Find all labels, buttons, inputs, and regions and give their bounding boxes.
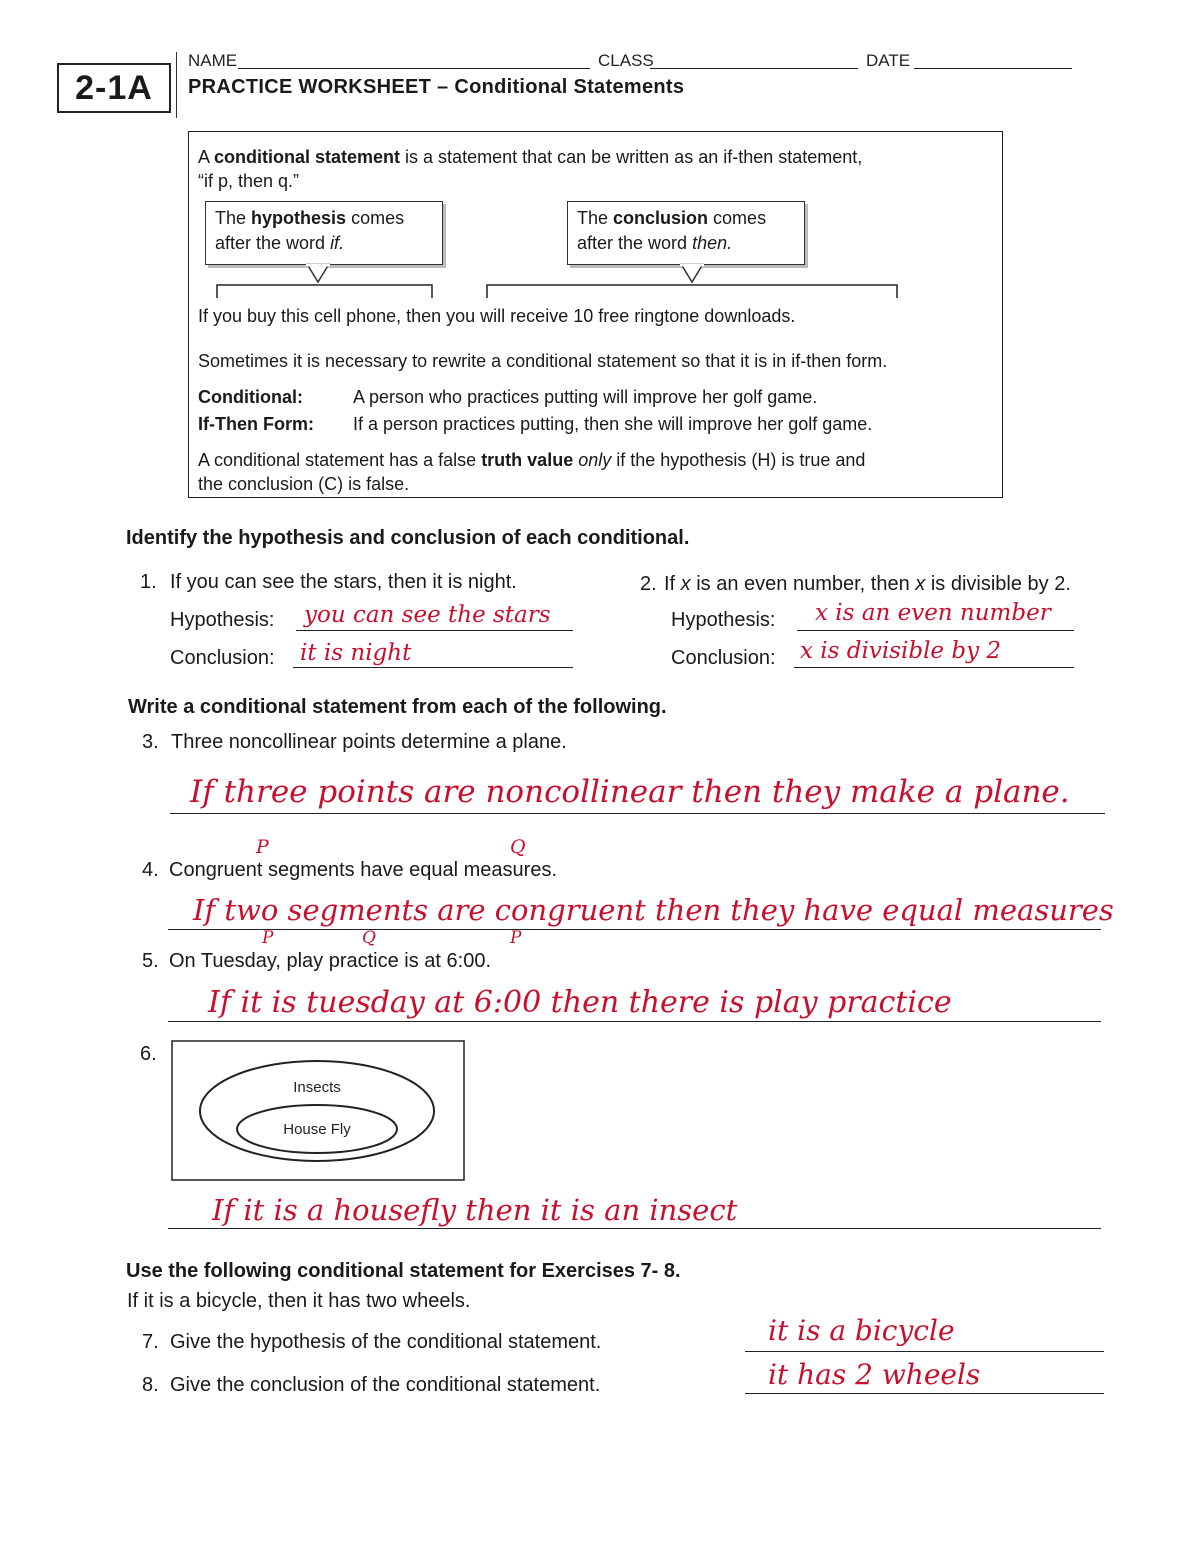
rewrite-note: Sometimes it is necessary to rewrite a conditional statement so that it is in if-then form. (198, 351, 888, 371)
ifthen-text: If a person practices putting, then she will improve her golf game. (353, 414, 873, 434)
callout-word: if. (330, 233, 345, 253)
date-label: DATE (866, 51, 911, 70)
q2-number: 2. (640, 573, 657, 595)
worksheet-title: PRACTICE WORKSHEET – Conditional Statements (188, 76, 685, 98)
q2-variable: x (915, 573, 926, 595)
q5-text: On Tuesday, play practice is at 6:00. (169, 950, 492, 972)
intro-term: conditional statement (214, 147, 401, 167)
q5-mark-p2: P (510, 928, 522, 948)
q1-number: 1. (140, 571, 157, 593)
q2-variable: x (680, 573, 691, 595)
truth-text: A conditional statement has a false (198, 450, 482, 470)
venn-diagram (171, 1040, 465, 1181)
q4-answer: If two segments are congruent then they have equal measures (193, 893, 1114, 927)
date-field[interactable] (914, 68, 1072, 69)
q8-answer-line[interactable] (745, 1393, 1104, 1394)
intro-line-1 (198, 145, 862, 169)
name-label: NAME (188, 51, 238, 70)
q7-number: 7. (142, 1331, 159, 1353)
q4-mark-p: P (256, 836, 269, 858)
truth-only: only (578, 450, 612, 470)
hypothesis-bracket (217, 285, 432, 298)
q8-answer: it has 2 wheels (768, 1358, 981, 1391)
q2-hyp-line[interactable] (797, 630, 1074, 631)
section3-statement: If it is a bicycle, then it has two wheels. (127, 1290, 471, 1312)
q4-text: Congruent segments have equal measures. (169, 859, 558, 881)
q3-answer-line[interactable] (170, 813, 1105, 814)
q8-number: 8. (142, 1374, 159, 1396)
conclusion-callout (567, 201, 805, 265)
header-divider (176, 52, 177, 118)
q2-con-line[interactable] (794, 667, 1074, 668)
example-sentence: If you buy this cell phone, then you will receive 10 free ringtone downloads. (198, 306, 796, 326)
intro-text-rest: is a statement that can be written as an if-then statement, (400, 147, 863, 167)
q3-answer: If three points are noncollinear then they make a plane. (190, 774, 1070, 810)
q2-text (664, 571, 1071, 597)
q3-number: 3. (142, 731, 159, 753)
conditional-label: Conditional: (198, 387, 303, 407)
bracket-graphics (200, 262, 920, 302)
q5-mark-p: P (262, 928, 274, 948)
q8-text: Give the conclusion of the conditional statement. (170, 1374, 601, 1396)
callout-text: after the word (215, 233, 331, 253)
q2-con-answer: x is divisible by 2 (800, 638, 1002, 664)
q2-con-label: Conclusion: (671, 647, 776, 669)
q6-answer: If it is a housefly then it is an insect (212, 1193, 738, 1227)
conclusion-pointer (681, 264, 703, 282)
callout-text: The (215, 208, 252, 228)
intro-line-2: “if p, then q.” (198, 171, 300, 191)
section3-heading: Use the following conditional statement for Exercises 7- 8. (126, 1260, 681, 1282)
intro-text: A (198, 147, 215, 167)
venn-inner-label: House Fly (283, 1121, 351, 1138)
q4-mark-q: Q (510, 836, 526, 858)
callout-text: after the word (577, 233, 693, 253)
q7-answer: it is a bicycle (768, 1314, 955, 1347)
class-field[interactable] (650, 68, 858, 69)
conclusion-bracket (487, 285, 897, 298)
q6-answer-line[interactable] (168, 1228, 1101, 1229)
q1-con-label: Conclusion: (170, 647, 275, 669)
q5-number: 5. (142, 950, 159, 972)
q5-answer: If it is tuesday at 6:00 then there is play practice (208, 985, 952, 1020)
truth-text-rest: if the hypothesis (H) is true and (611, 450, 866, 470)
q1-con-line[interactable] (293, 667, 573, 668)
hypothesis-callout (205, 201, 443, 265)
callout-term: conclusion (613, 208, 709, 228)
q2-text-part: is an even number, then (690, 573, 916, 595)
callout-word: then. (692, 233, 733, 253)
callout-text: comes (346, 208, 405, 228)
class-label: CLASS (598, 51, 654, 70)
section2-heading: Write a conditional statement from each of the following. (128, 696, 667, 718)
q5-mark-q: Q (362, 928, 376, 948)
q1-hyp-answer: you can see the stars (304, 602, 551, 628)
ifthen-label: If-Then Form: (198, 414, 314, 434)
lesson-badge: 2-1A (57, 63, 171, 113)
venn-outer-label: Insects (293, 1079, 341, 1096)
callout-term: hypothesis (251, 208, 347, 228)
q1-con-answer: it is night (300, 640, 412, 666)
truth-value-line-1 (198, 448, 865, 472)
q3-text: Three noncollinear points determine a plane. (171, 731, 567, 753)
q7-answer-line[interactable] (745, 1351, 1104, 1352)
q2-hyp-answer: x is an even number (815, 600, 1051, 626)
q4-number: 4. (142, 859, 159, 881)
callout-text: comes (708, 208, 767, 228)
section1-heading: Identify the hypothesis and conclusion of each conditional. (126, 527, 690, 549)
truth-term: truth value (481, 450, 574, 470)
q1-hyp-label: Hypothesis: (170, 609, 275, 631)
q6-number: 6. (140, 1043, 157, 1065)
name-field[interactable] (238, 68, 590, 69)
q2-text-part: is divisible by 2. (925, 573, 1071, 595)
q2-hyp-label: Hypothesis: (671, 609, 776, 631)
q5-answer-line[interactable] (168, 1021, 1101, 1022)
q7-text: Give the hypothesis of the conditional statement. (170, 1331, 602, 1353)
q4-answer-line[interactable] (168, 929, 1101, 930)
truth-value-line-2: the conclusion (C) is false. (198, 474, 410, 494)
q1-hyp-line[interactable] (296, 630, 573, 631)
q2-text-part: If (664, 573, 681, 595)
callout-text: The (577, 208, 614, 228)
conditional-text: A person who practices putting will improve her golf game. (353, 387, 818, 407)
hypothesis-pointer (307, 264, 329, 282)
q1-text: If you can see the stars, then it is night. (170, 571, 517, 593)
